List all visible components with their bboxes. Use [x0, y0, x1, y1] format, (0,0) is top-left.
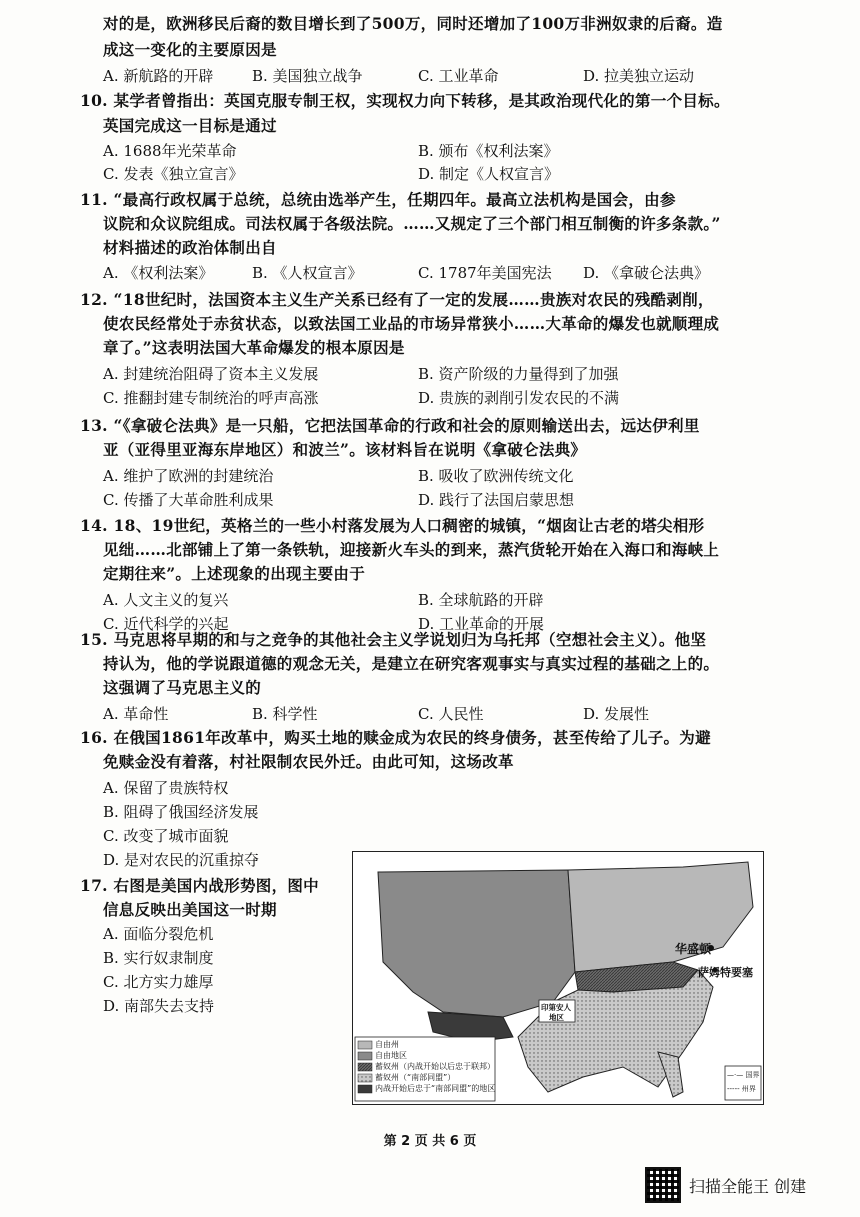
text-line: 持认为，他的学说跟道德的观念无关，是建立在研究客观事实与真实过程的基础之上的。	[103, 654, 720, 673]
option-item: A. 封建统治阻碍了资本主义发展	[103, 365, 319, 383]
map-label-indian: 印第安人	[541, 1003, 571, 1012]
option-item: C. 发表《独立宣言》	[103, 165, 244, 183]
legend-confederate-territory: 内战开始后忠于“南部同盟”的地区	[375, 1084, 496, 1093]
option-item: C. 推翻封建专制统治的呼声高涨	[103, 389, 319, 407]
option-item: C. 1787年美国宪法	[418, 264, 552, 282]
option-item: D. 制定《人权宣言》	[418, 165, 560, 183]
option-item: A. 革命性	[103, 705, 169, 723]
option-item: B. 实行奴隶制度	[103, 949, 214, 967]
qr-code-icon	[645, 1167, 681, 1203]
option-item: A. 面临分裂危机	[103, 925, 214, 943]
legend-free-states: 自由州	[375, 1040, 399, 1049]
option-item: D. 工业革命的开展	[418, 615, 545, 633]
option-item: B. 美国独立战争	[252, 67, 363, 85]
text-line: 对的是，欧洲移民后裔的数目增长到了500万，同时还增加了100万非洲奴隶的后裔。造	[103, 14, 723, 33]
option-item: A. 新航路的开辟	[103, 67, 214, 85]
option-item: C. 北方实力雄厚	[103, 973, 214, 991]
us-civil-war-map	[352, 851, 764, 1105]
option-item: D. 践行了法国启蒙思想	[418, 491, 575, 509]
text-line: 16. 在俄国1861年改革中，购买土地的赎金成为农民的终身债务，甚至传给了儿子。为避	[80, 728, 711, 747]
option-item: B. 阻碍了俄国经济发展	[103, 803, 259, 821]
legend-national-border: —·— 国界	[727, 1071, 760, 1079]
option-item: D. 拉美独立运动	[583, 67, 695, 85]
watermark-text: 扫描全能王 创建	[689, 1176, 807, 1196]
map-label-washington: 华盛顿	[675, 942, 712, 956]
text-line: 使农民经常处于赤贫状态，以致法国工业品的市场异常狭小……大革命的爆发也就顺理成	[103, 314, 720, 333]
option-item: A. 保留了贵族特权	[103, 779, 229, 797]
text-line: 亚（亚得里亚海东岸地区）和波兰”。该材料旨在说明《拿破仑法典》	[103, 440, 587, 459]
text-line: 10. 某学者曾指出：英国克服专制王权，实现权力向下转移，是其政治现代化的第一个目标。	[80, 91, 730, 110]
text-line: 成这一变化的主要原因是	[103, 40, 277, 59]
text-line: 13. “《拿破仑法典》是一只船，它把法国革命的行政和社会的原则输送出去，远达伊利里	[80, 416, 700, 435]
option-item: A. 人文主义的复兴	[103, 591, 229, 609]
option-item: B. 科学性	[252, 705, 318, 723]
text-line: 11. “最高行政权属于总统，总统由选举产生，任期四年。最高立法机构是国会，由参	[80, 190, 676, 209]
text-line: 章了。”这表明法国大革命爆发的根本原因是	[103, 338, 405, 357]
text-line: 17. 右图是美国内战形势图，图中	[80, 876, 319, 895]
option-item: A. 维护了欧洲的封建统治	[103, 467, 274, 485]
text-line: 14. 18、19世纪，英格兰的一些小村落发展为人口稠密的城镇，“烟囱让古老的塔尖相形	[80, 516, 705, 535]
option-item: B. 颁布《权利法案》	[418, 142, 559, 160]
option-item: B. 资产阶级的力量得到了加强	[418, 365, 619, 383]
option-item: C. 传播了大革命胜利成果	[103, 491, 274, 509]
option-item: D. 贵族的剥削引发农民的不满	[418, 389, 620, 407]
text-line: 英国完成这一目标是通过	[103, 116, 277, 135]
option-item: A. 《权利法案》	[103, 264, 214, 282]
option-item: C. 近代科学的兴起	[103, 615, 229, 633]
text-line: 12. “18世纪时，法国资本主义生产关系已经有了一定的发展……贵族对农民的残酷剥削，	[80, 290, 714, 309]
option-item: A. 1688年光荣革命	[103, 142, 237, 160]
text-line: 这强调了马克思主义的	[103, 678, 262, 697]
option-item: C. 工业革命	[418, 67, 499, 85]
option-item: D. 是对农民的沉重掠夺	[103, 851, 260, 869]
option-item: C. 人民性	[418, 705, 484, 723]
map-label-region: 地区	[549, 1013, 564, 1022]
option-item: B. 全球航路的开辟	[418, 591, 544, 609]
scanner-watermark	[645, 1165, 845, 1205]
option-item: C. 改变了城市面貌	[103, 827, 229, 845]
text-line: 定期往来”。上述现象的出现主要由于	[103, 564, 366, 583]
option-item: D. 《拿破仑法典》	[583, 264, 710, 282]
text-line: 议院和众议院组成。司法权属于各级法院。……又规定了三个部门相互制衡的许多条款。”	[103, 214, 721, 233]
text-line: 免赎金没有着落，村社限制农民外迁。由此可知，这场改革	[103, 752, 514, 771]
option-item: D. 发展性	[583, 705, 650, 723]
text-line: 材料描述的政治体制出自	[103, 238, 277, 257]
text-line: 15. 马克思将早期的和与之竞争的其他社会主义学说划归为乌托邦（空想社会主义）。他坚	[80, 630, 707, 649]
legend-state-border: ----- 州界	[727, 1085, 756, 1093]
legend-free-territories: 自由地区	[375, 1051, 407, 1060]
text-line: 信息反映出美国这一时期	[103, 900, 277, 919]
option-item: B. 吸收了欧洲传统文化	[418, 467, 574, 485]
text-line: 见绌……北部铺上了第一条铁轨，迎接新火车头的到来，蒸汽货轮开始在入海口和海峡上	[103, 540, 720, 559]
page-footer: 第 2 页 共 6 页	[383, 1134, 477, 1149]
option-item: D. 南部失去支持	[103, 997, 215, 1015]
option-item: B. 《人权宣言》	[252, 264, 363, 282]
legend-border-slave-states: 蓄奴州（内战开始以后忠于联邦）	[375, 1062, 495, 1071]
map-label-sumter: 萨姆特要塞	[698, 966, 753, 979]
legend-confederate-states: 蓄奴州（“南部同盟”）	[375, 1073, 456, 1082]
